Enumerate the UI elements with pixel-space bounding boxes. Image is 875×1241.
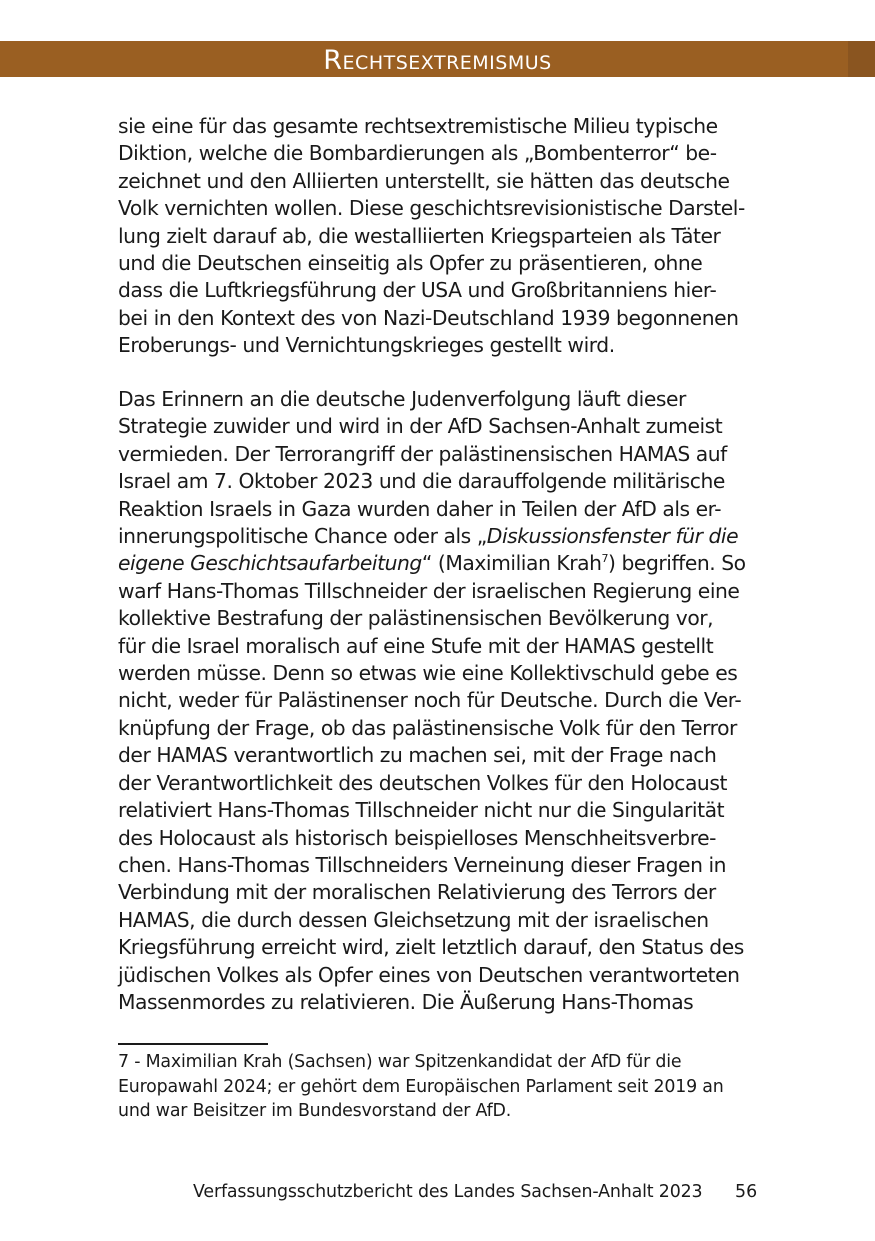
footnote-reference: 7 [601, 552, 609, 566]
text-line: relativiert Hans-Thomas Tillschneider nicht nur die Singularität [118, 798, 725, 823]
text-line: bei in den Kontext des von Nazi-Deutschland 1939 begonnenen [118, 305, 739, 330]
page-number: 56 [735, 1182, 758, 1202]
text-line: Eroberungs- und Vernichtungskrieges gestellt wird. [118, 333, 615, 358]
text-line: Israel am 7. Oktober 2023 und die darauffolgende militärische [118, 469, 725, 494]
text-line: der HAMAS verantwortlich zu machen sei, mit der Frage nach [118, 743, 717, 768]
text-line: chen. Hans-Thomas Tillschneiders Verneinung dieser Fragen in [118, 852, 727, 877]
text-line: Volk vernichten wollen. Diese geschichtsrevisionistische Darstel- [118, 196, 745, 221]
text-line: des Holocaust als historisch beispielloses Menschheitsverbre- [118, 825, 717, 850]
text-line: für die Israel moralisch auf eine Stufe mit der HAMAS gestellt [118, 633, 714, 658]
text-fragment: ) begriffen. So [608, 551, 746, 576]
text-fragment: innerungspolitische Chance oder als „ [118, 524, 487, 549]
text-line: nicht, weder für Palästinenser noch für Deutsche. Durch die Ver- [118, 688, 742, 713]
body-paragraph-2 [118, 386, 758, 1016]
text-line: Strategie zuwider und wird in der AfD Sachsen-Anhalt zumeist [118, 414, 723, 439]
text-line [118, 523, 758, 550]
text-fragment: “ (Maximilian Krah [421, 551, 602, 576]
footer-report-title: Verfassungsschutzbericht des Landes Sachsen-Anhalt 2023 [193, 1182, 703, 1202]
text-line: werden müsse. Denn so etwas wie eine Kollektivschuld gebe es [118, 661, 738, 686]
text-line: Diktion, welche die Bombardierungen als „Bombenterror“ be- [118, 141, 717, 166]
footnote-line: Europawahl 2024; er gehört dem Europäischen Parlament seit 2019 an [118, 1076, 724, 1097]
text-line: der Verantwortlichkeit des deutschen Volkes für den Holocaust [118, 770, 727, 795]
footnote-line: und war Beisitzer im Bundesvorstand der AfD. [118, 1101, 512, 1121]
text-line: Reaktion Israels in Gaza wurden daher in Teilen der AfD als er- [118, 496, 722, 521]
quote-italic-fragment: eigene Geschichtsaufarbeitung [118, 551, 422, 576]
text-line: warf Hans-Thomas Tillschneider der israelischen Regierung eine [118, 578, 740, 603]
text-line: Das Erinnern an die deutsche Judenverfolgung läuft dieser [118, 387, 686, 411]
footnote-separator [118, 1043, 268, 1045]
text-line: sie eine für das gesamte rechtsextremistische Milieu typische [118, 114, 718, 138]
text-line: zeichnet und den Alliierten unterstellt, sie hätten das deutsche [118, 168, 730, 193]
text-line: jüdischen Volkes als Opfer eines von Deutschen verantworteten [118, 962, 740, 987]
text-line: und die Deutschen einseitig als Opfer zu präsentieren, ohne [118, 251, 703, 276]
text-line: Kriegsführung erreicht wird, zielt letztlich darauf, den Status des [118, 935, 744, 960]
quote-italic-fragment: Diskussionsfenster für die [486, 524, 739, 549]
text-line: kollektive Bestrafung der palästinensischen Bevölkerung vor, [118, 606, 714, 631]
text-line: vermieden. Der Terrorangriff der palästinensischen HAMAS auf [118, 441, 727, 466]
text-line [118, 550, 758, 577]
body-paragraph-1 [118, 113, 758, 360]
text-line: knüpfung der Frage, ob das palästinensische Volk für den Terror [118, 715, 737, 740]
text-line: Verbindung mit der moralischen Relativierung des Terrors der [118, 880, 716, 905]
text-line: HAMAS, die durch dessen Gleichsetzung mit der israelischen [118, 907, 709, 932]
text-line: Massenmordes zu relativieren. Die Äußerung Hans-Thomas [118, 989, 694, 1014]
text-line: lung zielt darauf ab, die westalliierten Kriegsparteien als Täter [118, 223, 721, 248]
footnote [118, 1050, 768, 1124]
text-line: dass die Luftkriegsführung der USA und Großbritanniens hier- [118, 278, 717, 303]
section-title: Rechtsextremismus [323, 45, 552, 76]
footnote-line: 7 - Maximilian Krah (Sachsen) war Spitzenkandidat der AfD für die [118, 1052, 682, 1072]
